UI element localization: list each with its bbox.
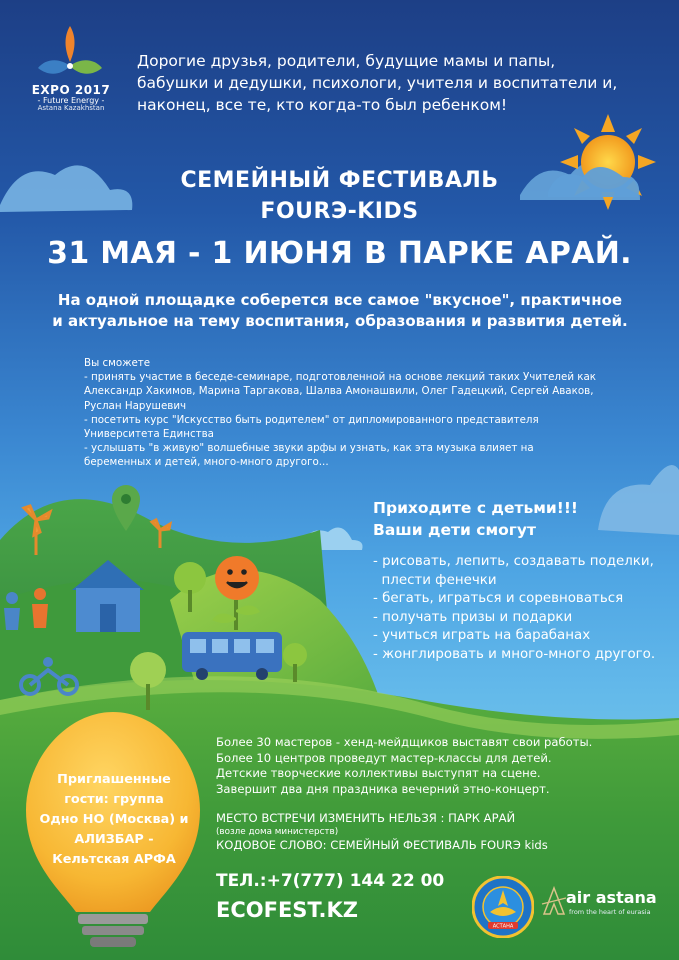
- kids-heading: [373, 497, 578, 541]
- air-astana-logo-icon: [540, 884, 568, 918]
- meeting-info: [216, 811, 548, 853]
- list-item: - учиться играть на барабанах: [373, 628, 591, 644]
- airline-tagline: from the heart of eurasia: [569, 908, 651, 916]
- guests-line: Кельтская АРФА: [52, 852, 176, 867]
- lead-line: На одной площадке соберется все самое "вкусное", практичное: [57, 291, 623, 309]
- kids-heading-line: Ваши дети смогут: [373, 521, 536, 539]
- info-line: Детские творческие коллективы выступят на сцене.: [216, 766, 541, 780]
- expo-subtitle: - Future Energy -: [37, 95, 105, 105]
- list-item: - посетить курс "Искусство быть родителем" от дипломированного представителя: [84, 413, 539, 426]
- guests-line: Приглашенные: [57, 772, 171, 787]
- list-item: - жонглировать и много-много другого.: [373, 646, 656, 662]
- kids-heading-line: Приходите с детьми!!!: [373, 499, 578, 517]
- expo-logo-text: [28, 84, 114, 112]
- can-do-list: [84, 356, 597, 470]
- meeting-note: (возле дома министерств): [216, 827, 339, 837]
- guests-line: гости: группа: [64, 792, 164, 807]
- expo-title: EXPO 2017: [31, 83, 111, 97]
- website-link[interactable]: ECOFEST.KZ: [216, 898, 359, 922]
- festival-title: СЕМЕЙНЫЙ ФЕСТИВАЛЬ: [180, 168, 499, 193]
- list-item: Руслан Нарушевич: [84, 399, 187, 412]
- seal-text: АСТАНА: [492, 923, 514, 930]
- list-item: Вы сможете: [84, 357, 151, 369]
- list-item: - услышать "в живую" волшебные звуки арфы и узнать, как эта музыка влияет на: [84, 442, 534, 455]
- lead-line: и актуальное на тему воспитания, образования и развития детей.: [52, 312, 628, 330]
- list-item: - рисовать, лепить, создавать поделки,: [373, 554, 654, 569]
- list-item: беременных и детей, много-много другого...: [84, 456, 329, 469]
- list-item: - бегать, играться и соревноваться: [373, 591, 624, 607]
- code-word: КОДОВОЕ СЛОВО: СЕМЕЙНЫЙ ФЕСТИВАЛЬ FOURЭ kids: [216, 838, 548, 852]
- guests-line: Одно НО (Москва) и: [39, 812, 189, 827]
- phone-number[interactable]: ТЕЛ.:+7(777) 144 22 00: [216, 871, 445, 891]
- intro-line: Дорогие друзья, родители, будущие мамы и папы,: [137, 52, 556, 70]
- guests-line: АЛИЗБАР -: [74, 832, 154, 847]
- astana-seal-icon: [472, 876, 534, 938]
- list-item: - принять участие в беседе-семинаре, подготовленной на основе лекций таких Учителей как: [84, 371, 597, 384]
- expo-city: Astana Kazakhstan: [37, 103, 105, 112]
- intro-line: наконец, все те, кто когда-то был ребенком!: [137, 96, 508, 114]
- info-line: Завершит два дня праздника вечерний этно-концерт.: [216, 781, 550, 796]
- cloud-right-mid-icon: [598, 465, 679, 535]
- masters-info: [216, 735, 592, 797]
- info-line: Более 30 мастеров - хенд-мейдщиков выставят свои работы.: [216, 735, 593, 749]
- invited-guests: [26, 770, 202, 870]
- list-item: - получать призы и подарки: [373, 609, 573, 625]
- festival-date-place: 31 МАЯ - 1 ИЮНЯ В ПАРКЕ АРАЙ.: [47, 236, 632, 271]
- list-item: Александр Хакимов, Марина Таргакова, Шалва Амонашвили, Олег Гадецкий, Сергей Аваков,: [84, 385, 594, 398]
- meeting-place: МЕСТО ВСТРЕЧИ ИЗМЕНИТЬ НЕЛЬЗЯ : ПАРК АРАЙ: [216, 811, 516, 825]
- intro-text: [137, 50, 657, 116]
- list-item: плести фенечки: [373, 572, 497, 588]
- info-line: Более 10 центров проведут мастер-классы для детей.: [216, 750, 552, 765]
- kids-activities-list: [373, 553, 655, 665]
- airline-name: air astana: [566, 888, 657, 907]
- lead-text: [20, 290, 660, 332]
- festival-name: FOURЭ-KIDS: [260, 199, 419, 224]
- intro-line: бабушки и дедушки, психологи, учителя и воспитатели и,: [137, 74, 618, 92]
- list-item: Университета Единства: [84, 428, 214, 441]
